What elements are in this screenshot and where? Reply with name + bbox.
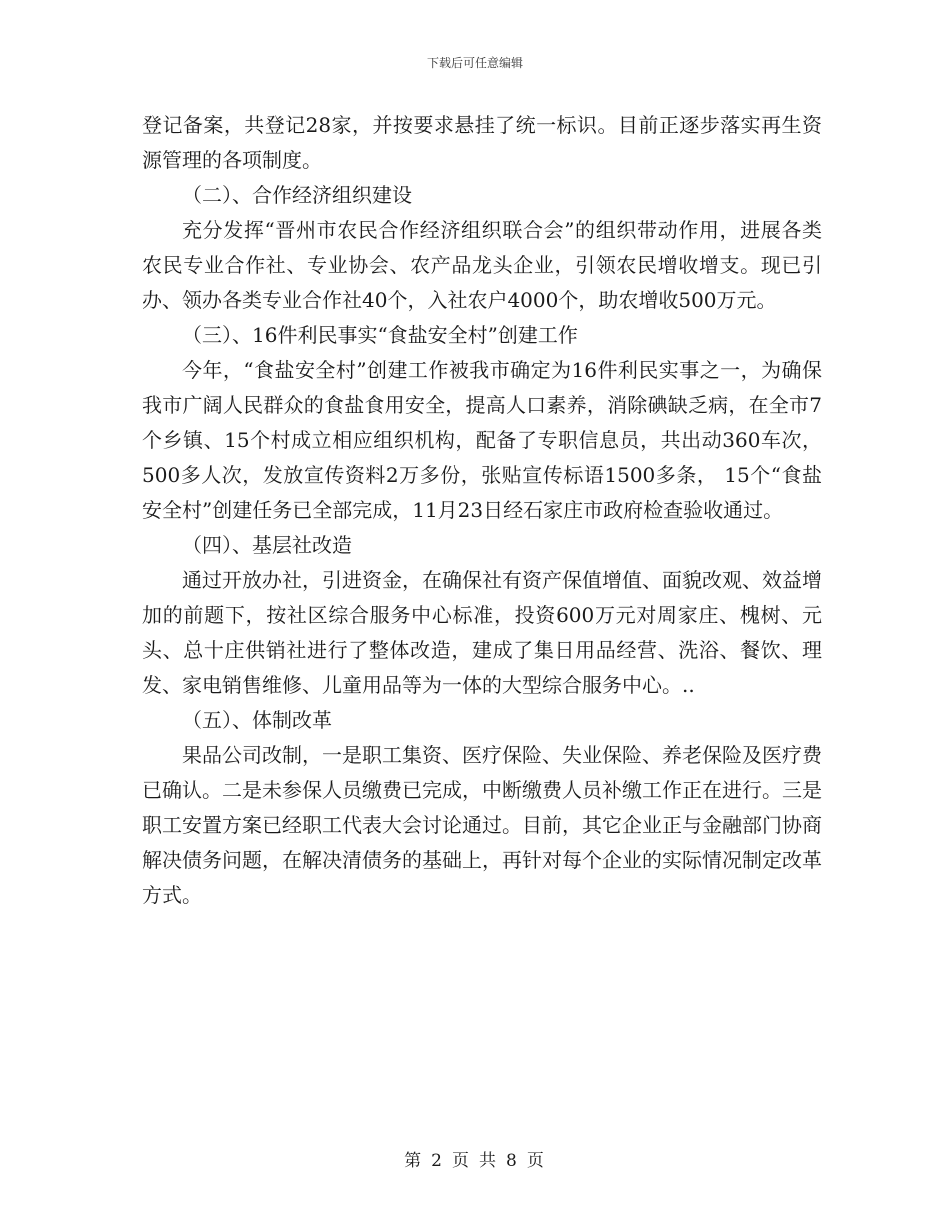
- footer-total-word: 共: [479, 1151, 498, 1171]
- footer-suffix: 页: [526, 1151, 546, 1171]
- body-paragraph: 果品公司改制，一是职工集资、医疗保险、失业保险、养老保险及医疗费已确认。二是未参保人员缴费已完成，中断缴费人员补缴工作正在进行。三是职工安置方案已经职工代表大会讨论通过。目前，其它企业正与金融部门协商解决债务问题，在解决清债务的基础上，再针对每个企业的实际情况制定改革方式。: [142, 743, 822, 907]
- document-body: [142, 108, 822, 913]
- section-heading: （四）、基层社改造: [182, 533, 352, 557]
- body-paragraph: 充分发挥“晋州市农民合作经济组织联合会”的组织带动作用，进展各类农民专业合作社、专业协会、农产品龙头企业，引领农民增收增支。现已引办、领办各类专业合作社40个，入社农户4000个，助农增收500万元。: [142, 218, 822, 312]
- section-heading: （三）、16件利民事实“食盐安全村”创建工作: [182, 323, 578, 347]
- body-paragraph: 今年，“食盐安全村”创建工作被我市确定为16件利民实事之一，为确保我市广阔人民群众的食盐食用安全，提高人口素养，消除碘缺乏病，在全市7个乡镇、15个村成立相应组织机构，配备了专职信息员，共出动360车次，500多人次，发放宣传资料2万多份，张贴宣传标语1500多条， 15个“食盐安全村”创建任务已全部完成，11月23日经石家庄市政府检查验收通过。: [142, 358, 822, 522]
- page-header: 下载后可任意编辑: [426, 56, 523, 70]
- body-paragraph: 登记备案，共登记28家，并按要求悬挂了统一标识。目前正逐步落实再生资源管理的各项制度。: [142, 113, 822, 172]
- section-heading: （二）、合作经济组织建设: [182, 183, 412, 207]
- footer-prefix: 第: [404, 1151, 424, 1171]
- current-page-number: 2: [431, 1151, 444, 1171]
- footer-page-word: 页: [452, 1151, 471, 1171]
- body-paragraph: 通过开放办社，引进资金，在确保社有资产保值增值、面貌改观、效益增加的前题下，按社区综合服务中心标准，投资600万元对周家庄、槐树、元头、总十庄供销社进行了整体改造，建成了集日用品经营、洗浴、餐饮、理发、家电销售维修、儿童用品等为一体的大型综合服务中心。..: [142, 568, 822, 697]
- page-footer: [0, 1146, 950, 1171]
- section-heading: （五）、体制改革: [182, 708, 332, 732]
- total-pages-number: 8: [506, 1151, 519, 1171]
